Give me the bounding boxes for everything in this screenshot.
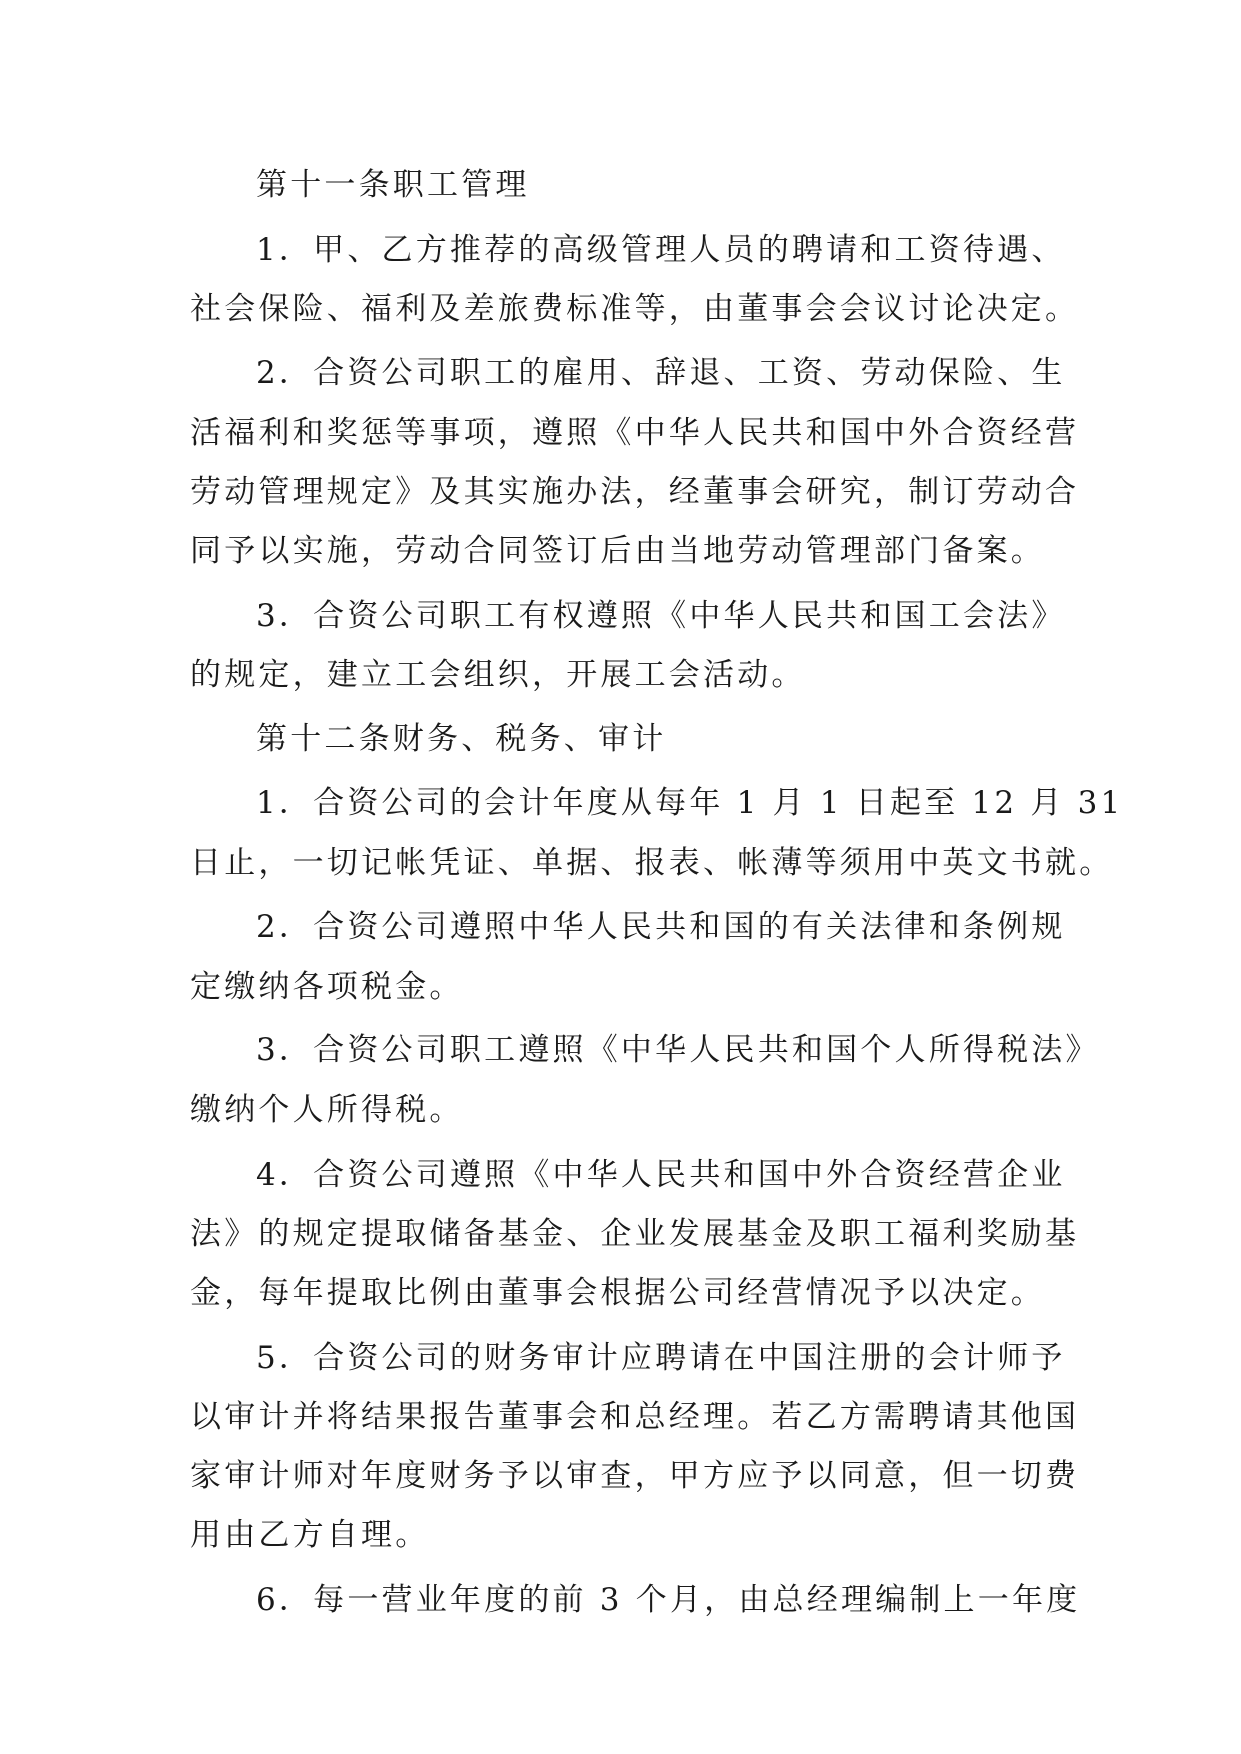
paragraph-line: 1．合资公司的会计年度从每年 1 月 1 日起至 12 月 31 (256, 785, 1124, 821)
section-heading-article-12: 第十二条财务、税务、审计 (256, 721, 667, 757)
paragraph-line: 的规定，建立工会组织，开展工会活动。 (190, 657, 806, 693)
paragraph-line: 2．合资公司职工的雇用、辞退、工资、劳动保险、生 (256, 355, 1066, 391)
paragraph-line: 6．每一营业年度的前 3 个月，由总经理编制上一年度 (256, 1582, 1081, 1618)
paragraph-line: 同予以实施，劳动合同签订后由当地劳动管理部门备案。 (190, 533, 1045, 569)
paragraph-line: 以审计并将结果报告董事会和总经理。若乙方需聘请其他国 (190, 1399, 1080, 1435)
paragraph-line: 1．甲、乙方推荐的高级管理人员的聘请和工资待遇、 (256, 232, 1066, 268)
paragraph-line: 日止，一切记帐凭证、单据、报表、帐薄等须用中英文书就。 (190, 845, 1114, 881)
paragraph-line: 法》的规定提取储备基金、企业发展基金及职工福利奖励基 (190, 1216, 1080, 1252)
paragraph-line: 家审计师对年度财务予以审查，甲方应予以同意，但一切费 (190, 1458, 1080, 1494)
paragraph-line: 用由乙方自理。 (190, 1517, 430, 1553)
paragraph-line: 定缴纳各项税金。 (190, 969, 464, 1005)
paragraph-line: 劳动管理规定》及其实施办法，经董事会研究，制订劳动合 (190, 474, 1080, 510)
paragraph-line: 社会保险、福利及差旅费标准等，由董事会会议讨论决定。 (190, 291, 1080, 327)
paragraph-line: 5．合资公司的财务审计应聘请在中国注册的会计师予 (256, 1340, 1066, 1376)
paragraph-line: 4．合资公司遵照《中华人民共和国中外合资经营企业 (256, 1157, 1066, 1193)
paragraph-line: 3．合资公司职工遵照《中华人民共和国个人所得税法》 (256, 1032, 1100, 1068)
paragraph-line: 活福利和奖惩等事项，遵照《中华人民共和国中外合资经营 (190, 415, 1080, 451)
paragraph-line: 缴纳个人所得税。 (190, 1092, 464, 1128)
section-heading-article-11: 第十一条职工管理 (256, 167, 530, 203)
paragraph-line: 2．合资公司遵照中华人民共和国的有关法律和条例规 (256, 909, 1066, 945)
paragraph-line: 3．合资公司职工有权遵照《中华人民共和国工会法》 (256, 598, 1066, 634)
paragraph-line: 金，每年提取比例由董事会根据公司经营情况予以决定。 (190, 1275, 1045, 1311)
